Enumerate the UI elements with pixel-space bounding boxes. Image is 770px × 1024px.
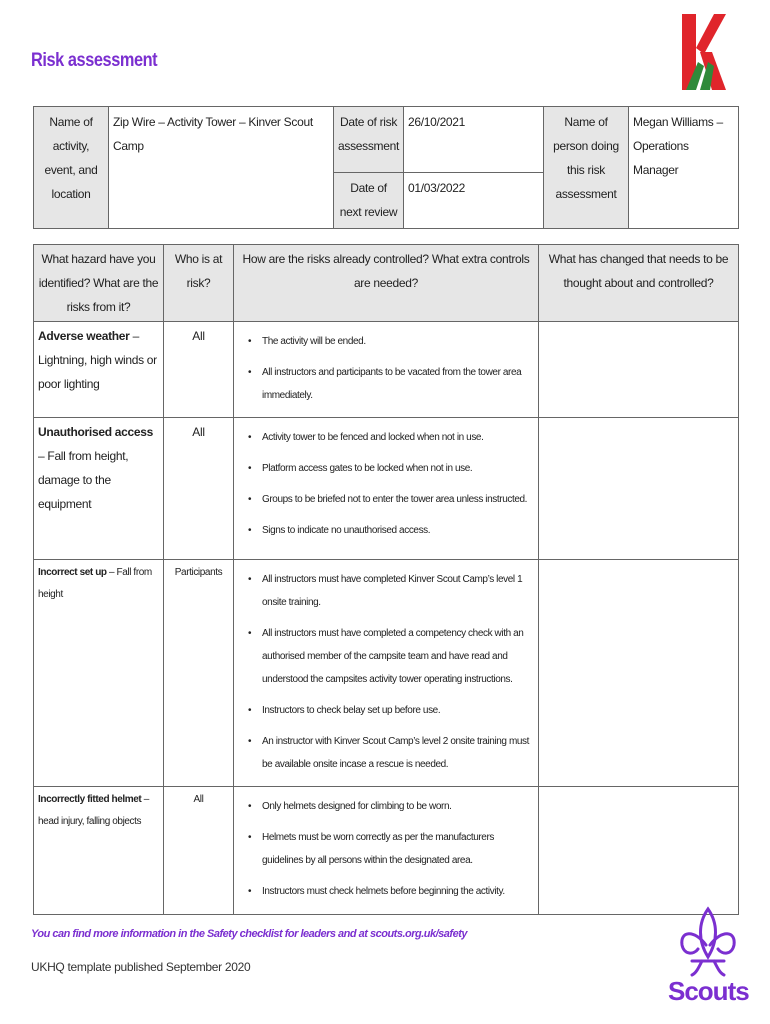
page-title: Risk assessment [31,50,158,71]
controls-list [238,562,534,776]
who-at-risk: Participants [164,560,234,787]
hazard-detail: – Fall from height, damage to the equipment [38,449,129,511]
control-item: • Signs to indicate no unauthorised access. [262,519,534,542]
changes-cell [539,418,739,560]
hazard-detail: – Lightning, high winds or poor lighting [38,329,157,391]
scouts-wordmark: Scouts [668,976,749,1006]
who-at-risk: All [164,322,234,418]
control-item: • Groups to be briefed not to enter the tower area unless instructed. [262,488,534,511]
risk-table [33,244,739,915]
who-at-risk: All [164,787,234,915]
header-table [33,106,739,229]
changes-cell [539,787,739,915]
date-label: Date of risk assessment [334,107,404,173]
control-item: • An instructor with Kinver Scout Camp’s level 2 onsite training must be available onsite incase a rescue is needed. [262,730,534,776]
person-value: Megan Williams – Operations Manager [629,107,739,229]
person-label: Name of person doing this risk assessment [544,107,629,229]
table-row [34,787,739,915]
controls-list [238,324,534,407]
control-item: • Helmets must be worn correctly as per the manufacturers guidelines by all persons within the designated area. [262,826,534,872]
column-header-controls: How are the risks already controlled? What extra controls are needed? [234,245,539,322]
control-item: • Platform access gates to be locked when not in use. [262,457,534,480]
safety-link[interactable]: You can find more information in the Safety checklist for leaders and at scouts.org.uk/safety [31,928,467,940]
kinver-k-logo-icon [676,12,726,92]
hazard-name: Incorrectly fitted helmet [38,794,142,805]
hazard-name: Incorrect set up [38,567,107,578]
column-header-changes: What has changed that needs to be thought about and controlled? [539,245,739,322]
column-header-who: Who is at risk? [164,245,234,322]
changes-cell [539,322,739,418]
control-item: • Instructors must check helmets before beginning the activity. [262,880,534,903]
activity-value: Zip Wire – Activity Tower – Kinver Scout Camp [109,107,334,229]
date-value: 26/10/2021 [404,107,544,173]
table-row [34,560,739,787]
control-item: • Only helmets designed for climbing to be worn. [262,795,534,818]
control-item: • All instructors must have completed a competency check with an authorised member of the campsite team and have read and understood the campsites activity tower operating instructions. [262,622,534,691]
activity-label: Name of activity, event, and location [34,107,109,229]
control-item: • Activity tower to be fenced and locked when not in use. [262,426,534,449]
control-item: • All instructors and participants to be vacated from the tower area immediately. [262,361,534,407]
control-item: • Instructors to check belay set up before use. [262,699,534,722]
column-header-hazard: What hazard have you identified? What are the risks from it? [34,245,164,322]
table-row [34,322,739,418]
controls-list [238,789,534,903]
next-review-label: Date of next review [334,173,404,229]
who-at-risk: All [164,418,234,560]
hazard-detail: – Fall from height [38,567,152,600]
changes-cell [539,560,739,787]
hazard-name: Adverse weather [38,329,130,343]
table-row [34,418,739,560]
next-review-value: 01/03/2022 [404,173,544,229]
hazard-detail: – head injury, falling objects [38,794,149,827]
control-item: • The activity will be ended. [262,330,534,353]
controls-list [238,420,534,542]
hazard-name: Unauthorised access [38,425,154,439]
published-note: UKHQ template published September 2020 [31,960,251,974]
control-item: • All instructors must have completed Kinver Scout Camp’s level 1 onsite training. [262,568,534,614]
